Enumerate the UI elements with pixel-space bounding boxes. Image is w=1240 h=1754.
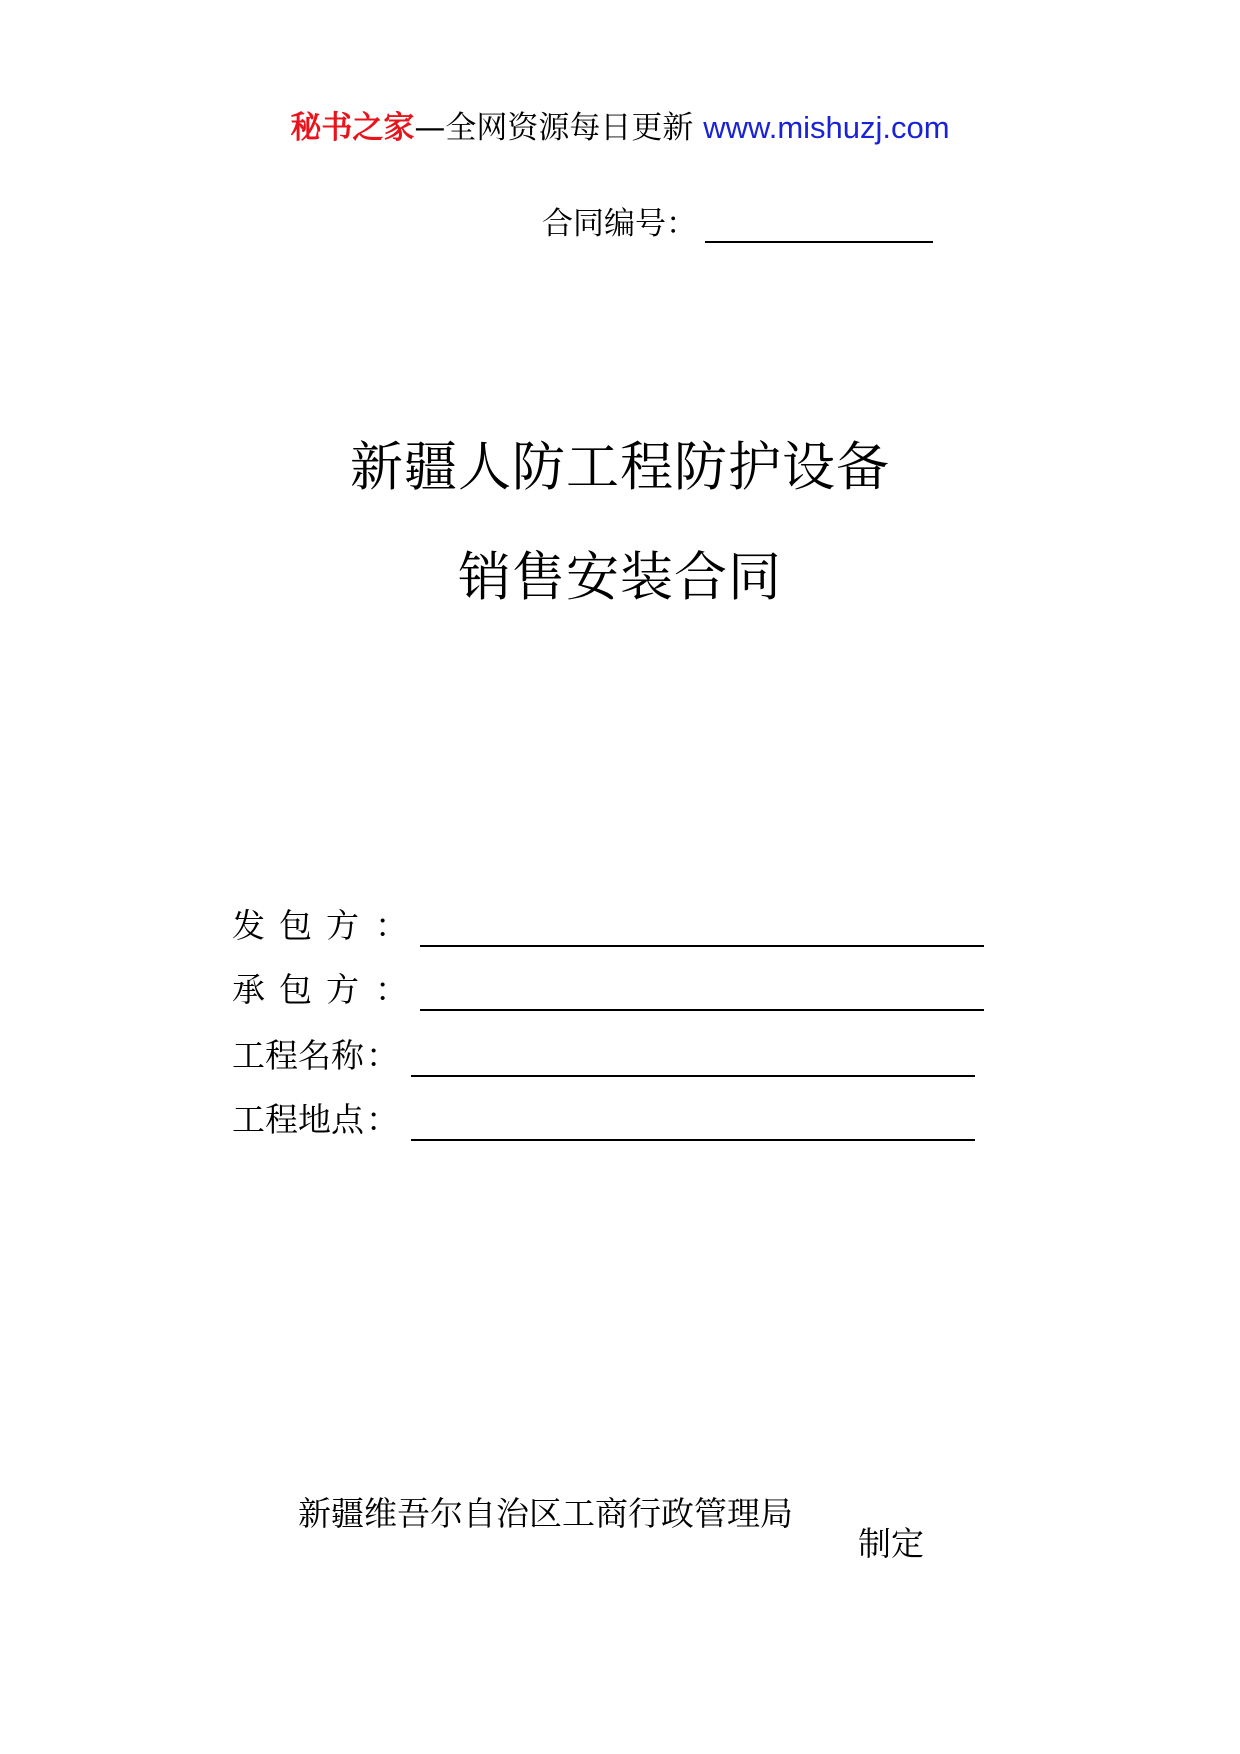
field-contractor-label: 承包方 bbox=[232, 970, 373, 1009]
issuing-authority: 新疆维吾尔自治区工商行政管理局 bbox=[298, 1494, 793, 1533]
field-contractor bbox=[232, 964, 984, 1011]
field-employer-blank[interactable] bbox=[420, 915, 984, 947]
contract-number-blank[interactable] bbox=[705, 207, 933, 243]
field-contractor-blank[interactable] bbox=[420, 979, 984, 1011]
header-banner bbox=[0, 102, 1240, 147]
document-title-line-1: 新疆人防工程防护设备 bbox=[350, 437, 890, 498]
document-title-line-2: 销售安装合同 bbox=[458, 547, 782, 608]
field-contractor-colon: ： bbox=[375, 970, 408, 1009]
field-project-location-label: 工程地点 bbox=[232, 1100, 364, 1139]
field-project-name-label: 工程名称 bbox=[232, 1036, 364, 1075]
website-link[interactable]: www.mishuzj.com bbox=[703, 110, 950, 145]
field-employer bbox=[232, 900, 984, 947]
field-project-location-colon: ： bbox=[366, 1100, 399, 1139]
header-tagline: —全网资源每日更新 bbox=[414, 110, 704, 146]
brand-name: 秘书之家 bbox=[290, 110, 415, 146]
field-project-name bbox=[232, 1030, 975, 1077]
field-project-location bbox=[232, 1094, 975, 1141]
issued-by-suffix: 制定 bbox=[858, 1524, 924, 1563]
contract-number-label: 合同编号： bbox=[542, 206, 697, 242]
field-project-name-blank[interactable] bbox=[411, 1045, 975, 1077]
field-employer-label: 发包方 bbox=[232, 906, 373, 945]
field-project-name-colon: ： bbox=[366, 1036, 399, 1075]
field-employer-colon: ： bbox=[375, 906, 408, 945]
field-project-location-blank[interactable] bbox=[411, 1109, 975, 1141]
contract-number-row bbox=[542, 198, 933, 243]
